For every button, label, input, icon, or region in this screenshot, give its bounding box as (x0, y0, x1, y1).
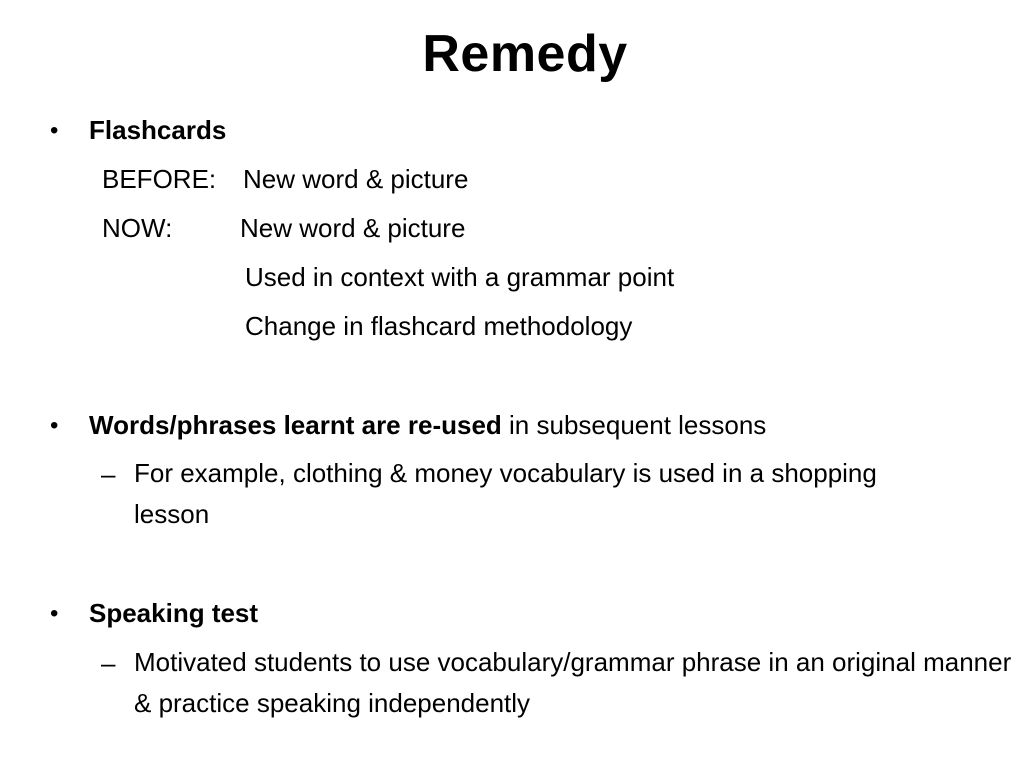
reuse-rest-text: in subsequent lessons (501, 410, 767, 440)
dash-marker: – (101, 459, 116, 489)
now-text: New word & picture (240, 213, 466, 243)
before-label: BEFORE: (102, 164, 217, 194)
bullet-dot: • (50, 117, 59, 144)
reuse-sub-text: For example, clothing & money vocabulary is used in a shopping lesson (134, 458, 877, 529)
dash-marker: – (101, 648, 116, 678)
reuse-bold-text: Words/phrases learnt are re-used (89, 410, 502, 440)
now-label: NOW: (102, 213, 173, 243)
bullet-dot: • (50, 412, 59, 439)
before-text: New word & picture (243, 164, 469, 194)
flashcards-heading: Flashcards (89, 115, 227, 145)
bullet-dot: • (50, 600, 59, 627)
now-line-methodology: Change in flashcard methodology (245, 311, 633, 341)
now-line-context: Used in context with a grammar point (245, 262, 675, 292)
speaking-heading: Speaking test (89, 598, 259, 628)
slide-title: Remedy (422, 25, 628, 83)
reuse-bullet (89, 408, 766, 442)
speaking-sub-text: Motivated students to use vocabulary/grammar phrase in an original manner & practice speaking independently (134, 647, 1012, 718)
